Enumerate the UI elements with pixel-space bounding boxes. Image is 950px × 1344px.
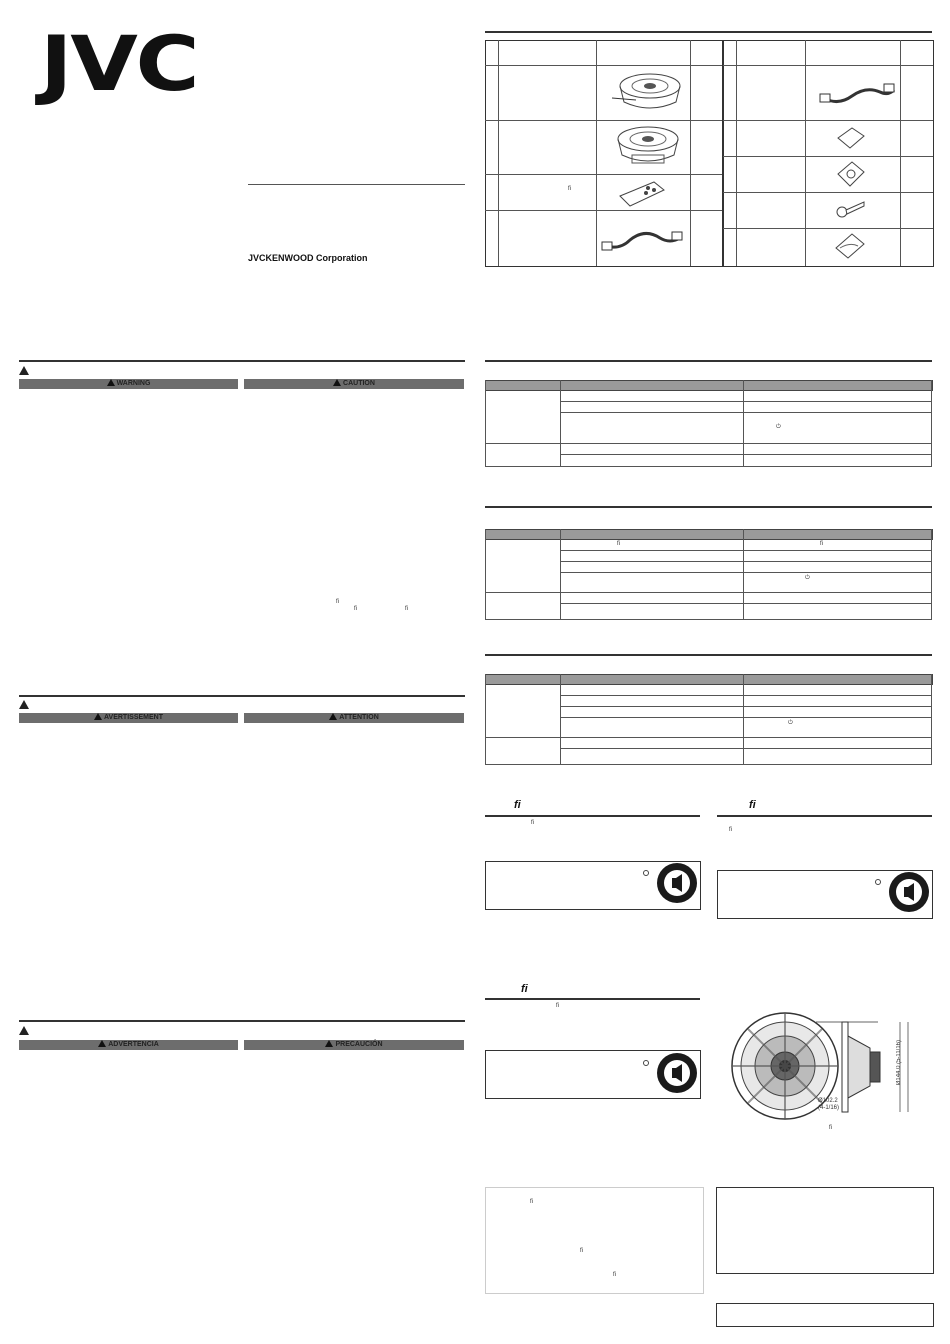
fi-heading: ﬁ [514,799,521,811]
warning-label: AVERTISSEMENT [104,714,163,721]
footer-box [716,1303,934,1327]
warning-triangle-icon [98,1040,106,1047]
section-rule-fr [19,695,465,697]
warning-header-en [19,379,238,389]
speaker-illustration [612,123,682,171]
fi-ligature: ﬁ [531,820,534,826]
sheet-illustration [836,126,866,150]
certification-seal-icon [888,871,930,913]
fi-ligature: ﬁ [829,1125,832,1131]
table3-header [485,674,933,685]
table3-rule [485,654,932,656]
circle-icon [643,1060,649,1066]
parts-top-rule [485,31,932,33]
fi-ligature: ﬁ [336,599,339,605]
warning-triangle-icon [19,1026,29,1035]
warning-triangle-icon [333,379,341,386]
section-rule-es [19,1020,465,1022]
cert-rule-1 [485,815,700,817]
fi-ligature: ﬁ [820,541,823,547]
dimension-inner: Ø102.2 [818,1098,838,1104]
warning-triangle-icon [19,366,29,375]
caution-header-en [244,379,464,389]
fi-ligature: ﬁ [568,186,571,192]
section-rule-en [19,360,465,362]
circle-icon [643,870,649,876]
fi-ligature: ﬁ [613,1272,616,1278]
warning-triangle-icon [329,713,337,720]
remote-illustration [616,178,666,208]
note-box [485,1187,704,1294]
certification-seal-icon [656,1052,698,1094]
header-divider [248,184,465,185]
fi-ligature: ﬁ [556,1003,559,1009]
caution-label: ATTENTION [339,714,379,721]
parts-table-right [723,40,934,267]
dimension-depth: Ø144.0 (5-11/16) [896,1040,902,1086]
fi-ligature: ﬁ [530,1199,533,1205]
power-icon: ⏻ [776,424,781,430]
warning-header-fr [19,713,238,723]
warning-label: WARNING [116,380,151,387]
caution-header-fr [244,713,464,723]
screw-illustration [836,198,866,220]
warning-triangle-icon [94,713,102,720]
fi-heading: ﬁ [749,799,756,811]
caution-label: PRECAUCIÓN [335,1041,383,1048]
table2-header [485,529,933,540]
speaker-illustration [612,68,682,118]
power-icon: ⏻ [788,720,793,726]
fi-heading: ﬁ [521,983,528,995]
circle-icon [875,879,881,885]
cable-illustration [818,78,898,114]
table1-rule [485,360,932,362]
table2-rule [485,506,932,508]
warning-label: ADVERTENCIA [108,1041,159,1048]
fi-ligature: ﬁ [354,606,357,612]
cable-illustration [600,220,685,260]
jvc-logo: JVC [40,19,198,108]
dimension-inner-inches: (4-1/16) [818,1105,840,1111]
fi-ligature: ﬁ [580,1248,583,1254]
warning-triangle-icon [107,379,115,386]
manual-illustration [834,232,866,260]
power-icon: ⏻ [805,575,810,581]
cert-rule-3 [485,998,700,1000]
cert-rule-2 [717,815,932,817]
fi-ligature: ﬁ [617,541,620,547]
warning-header-es [19,1040,238,1050]
warning-triangle-icon [325,1040,333,1047]
caution-label: CAUTION [343,380,375,387]
caution-header-es [244,1040,464,1050]
warning-triangle-icon [19,700,29,709]
fi-ligature: ﬁ [405,606,408,612]
notice-box [716,1187,934,1274]
fi-ligature: ﬁ [729,827,732,833]
corporation-name: JVCKENWOOD Corporation [248,253,368,263]
table1-header [485,380,933,391]
certification-seal-icon [656,862,698,904]
template-illustration [836,160,866,188]
